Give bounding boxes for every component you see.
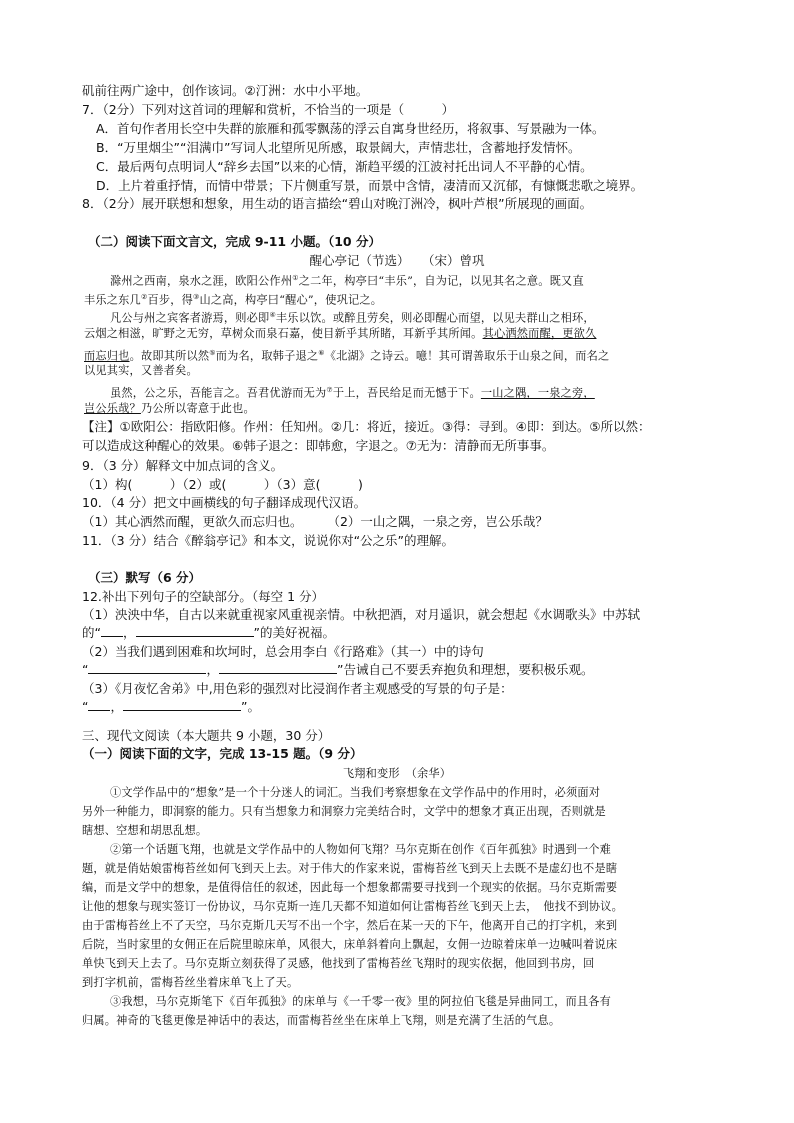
passage-title: 醒心亭记（节选） （宋）曾巩 (309, 253, 485, 268)
essay-line: 题，就是俏姑娘雷梅苔丝如何飞到天上去。对于伟大的作家来说，雷梅苔丝飞到天上去既不是虚幻也不是瞎 (82, 862, 618, 875)
passage-line: 滁州之西南，泉水之涯，欧阳公作州①之二年，构亭曰“丰乐”，自为记，以见其名之意。既又直 (110, 274, 584, 288)
essay-line: 到打字机前，雷梅苔丝坐着床单飞上了天。 (82, 976, 299, 989)
essay-line: 由于雷梅苔丝上不了天空，马尔克斯几天写不出一个字，然后在某一天的下午，他离开自己的打字机，来到 (82, 919, 618, 932)
option-7c: C．最后两句点明词人“辞乡去国”以来的心情，渐趋平缓的江波衬托出词人不平静的心情。 (96, 159, 593, 174)
annotation-line: 可以造成这种醒心的效果。⑥韩子退之：即韩愈，字退之。⑦无为：清静而无所事事。 (82, 438, 555, 453)
passage-line: 以见其实，又善者矣。 (84, 364, 198, 377)
essay-line: 单快飞到天上去了。马尔克斯立刻获得了灵感，他找到了雷梅苔丝飞翔时的现实依据，他回到书房，回 (82, 957, 595, 970)
essay-line: 编，而是文学中的想象，是值得信任的叙述，因此每一个想象都需要寻找到一个现实的依据。马尔克斯需要 (82, 881, 618, 894)
question-12-2-blanks: “ ， ”告诫自己不要丢弃抱负和理想，要积极乐观。 (82, 662, 594, 677)
passage-line: 丰乐之东几②百步，得③山之高，构亭曰“醒心”，使巩记之。 (84, 293, 383, 307)
question-12-1-blanks: 的“ ， ”的美好祝福。 (82, 625, 335, 640)
question-10: 10．（4 分）把文中画横线的句子翻译成现代汉语。 (82, 495, 367, 510)
section-heading-modern: 三、现代文阅读（本大题共 9 小题，30 分） (82, 728, 331, 743)
passage-line: 云烟之相滋，旷野之无穷，草树众而泉石嘉，使目新乎其所睹，耳新乎其所闻。其心洒然而醒，更欲久 (84, 327, 597, 340)
essay-line: 后院，当时家里的女佣正在后院里晾床单，风很大，床单斜着向上飘起，女佣一边晾着床单一边喊叫着说床 (82, 938, 618, 951)
subsection-heading: （一）阅读下面的文字，完成 13-15 题。（9 分） (82, 746, 363, 761)
essay-line: ②第一个话题飞翔，也就是文学作品中的人物如何飞翔？马尔克斯在创作《百年孤独》时遇到一个难 (110, 843, 612, 856)
essay-line: ①文学作品中的“想象”是一个十分迷人的词汇。当我们考察想象在文学作品中的作用时，必须面对 (110, 786, 601, 799)
annotation-line: 【注】①欧阳公：指欧阳修。作州：任知州。②几：将近，接近。③得：寻到。④即：到达。⑤所以然： (82, 419, 651, 434)
question-9-items: （1）构( ）（2）或( ）（3）意( ) (82, 477, 363, 492)
passage-line: 岂公乐哉？乃公所以寄意于此也。 (84, 402, 255, 415)
question-12-1: （1）泱泱中华，自古以来就重视家风重视亲情。中秋把酒，对月遥识，就会想起《水调歌头》中苏轼 (82, 607, 640, 622)
question-9: 9．（3 分）解释文中加点词的含义。 (82, 458, 284, 473)
section-heading-dictation: （三）默写（6 分） (88, 570, 202, 585)
text-line: 矶前往两广途中，创作该词。②汀洲：水中小平地。 (82, 83, 369, 98)
option-7d: D．上片着重抒情，而情中带景；下片侧重写景，而景中含情，凄清而又沉郁，有慷慨悲歌之境界。 (96, 178, 644, 193)
passage-line: 凡公与州之宾客者游焉，则必即④丰乐以饮。或醉且劳矣，则必即醒心而望，以见夫群山之相环， (110, 311, 595, 325)
question-11: 11．（3 分）结合《醉翁亭记》和本文，说说你对“公之乐”的理解。 (82, 533, 455, 548)
option-7a: A．首句作者用长空中失群的旅雁和孤零飘荡的浮云自寓身世经历，将叙事、写景融为一体。 (96, 121, 605, 136)
passage-line: 虽然，公之乐，吾能言之。吾君优游而无为⑦于上，吾民给足而无憾于下。一山之隅，一泉之旁， (110, 386, 595, 400)
option-7b: B．“万里烟尘”“泪满巾”写词人北望所见所感，取景阔大，声情悲壮，含蓄地抒发情怀。 (96, 140, 581, 155)
essay-line: 归属。神奇的飞毯更像是神话中的表达，而雷梅苔丝坐在床单上飞翔，则是充满了生活的气息。 (82, 1014, 561, 1027)
question-12: 12.补出下列句子的空缺部分。（每空 1 分） (82, 589, 325, 604)
question-10-items: （1）其心洒然而醒，更欲久而忘归也。 （2）一山之隅，一泉之旁，岂公乐哉？ (82, 514, 548, 529)
question-7: 7．（2分）下列对这首词的理解和赏析，不恰当的一项是（ ） (82, 102, 455, 117)
section-heading-classical: （二）阅读下面文言文，完成 9-11 小题。（10 分） (88, 234, 381, 249)
essay-line: ③我想，马尔克斯笔下《百年孤独》的床单与《一千零一夜》里的阿拉伯飞毯是异曲同工，而且各有 (110, 995, 612, 1008)
question-12-3-blanks: “ ， ”。 (82, 699, 260, 714)
essay-line: 另外一种能力，即洞察的能力。只有当想象力和洞察力完美结合时，文学中的想象才真正出现，否则就是 (82, 805, 606, 818)
passage-line: 而忘归也。故即其所以然⑤而为名，取韩子退之⑥《北湖》之诗云。噫！其可谓善取乐于山泉之间，而名之 (84, 349, 610, 363)
question-12-2: （2）当我们遇到困难和坎坷时，总会用李白《行路难》（其一）中的诗句 (82, 644, 484, 659)
essay-title: 飞翔和变形 （余华） (342, 767, 452, 780)
question-12-3: （3）《月夜忆舍弟》中,用色彩的强烈对比浸润作者主观感受的写景的句子是： (82, 681, 513, 696)
essay-line: 让他的想象与现实签订一份协议，马尔克斯一连几天都不知道如何让雷梅苔丝飞到天上去， 他找不到协议。 (82, 900, 624, 913)
question-8: 8．（2分）展开联想和想象，用生动的语言描绘“碧山对晚汀洲冷，枫叶芦根”所展现的画面。 (82, 196, 593, 211)
essay-line: 瞎想、空想和胡思乱想。 (82, 824, 208, 837)
